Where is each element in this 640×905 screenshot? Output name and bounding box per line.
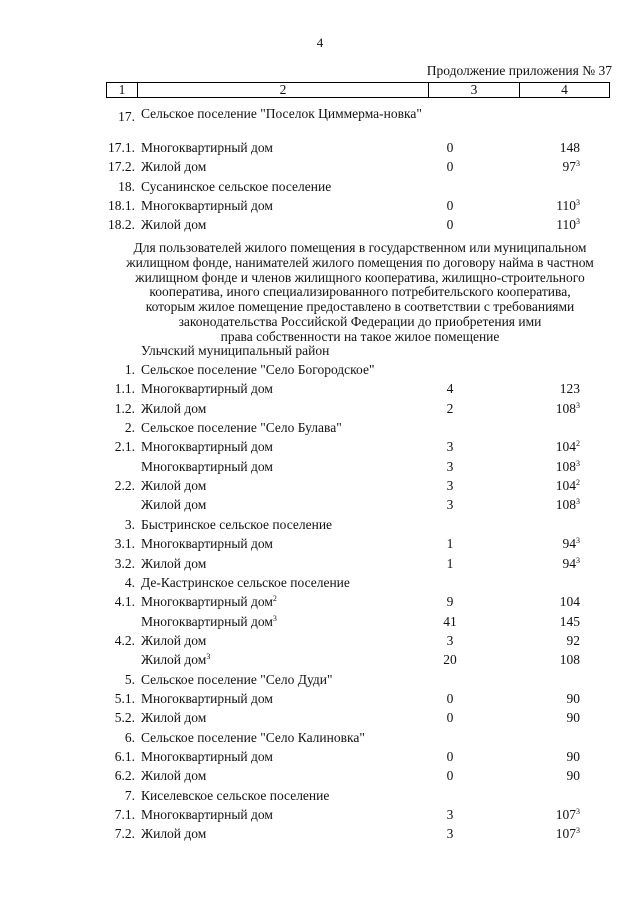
row-number: 1.1. (114, 381, 135, 396)
paragraph-line: жилищном фонде и членов жилищного кооператива, жилищно-строительного (135, 269, 585, 285)
row-value-col4: 90 (566, 710, 580, 725)
table-row (0, 215, 640, 234)
row-value-col4: 92 (566, 633, 580, 648)
table-row (0, 554, 640, 573)
row-number: 3.2. (114, 556, 135, 571)
row-name: Жилой дом (141, 217, 207, 232)
paragraph-line: кооператива, иного специализированного потребительского кооператива, (149, 284, 571, 300)
row-value-col3: 0 (446, 691, 454, 706)
row-number: 4. (124, 575, 135, 590)
row-value-col3: 3 (446, 807, 454, 822)
row-value-col4: 108 (559, 652, 580, 667)
district-row (0, 341, 640, 360)
table-row (0, 196, 640, 215)
row-value-col3: 3 (446, 497, 454, 512)
row-name: Многоквартирный дом (141, 439, 273, 454)
row-value-col3: 0 (446, 749, 454, 764)
footnote-mark: 3 (576, 159, 580, 168)
footnote-mark: 2 (272, 594, 277, 603)
row-number: 5. (124, 672, 135, 687)
row-name: Киселевское сельское поселение (141, 788, 330, 803)
row-name: Жилой дом (141, 710, 207, 725)
footnote-mark: 3 (576, 401, 580, 410)
row-value-col3: 20 (443, 652, 457, 667)
row-name: Жилой дом$^3$ (141, 652, 211, 667)
row-name: Сельское поселение "Село Богородское" (141, 362, 375, 377)
row-value-col4: $107^3$ (555, 807, 580, 822)
row-name: Многоквартирный дом (141, 749, 273, 764)
row-number: 6.2. (114, 768, 135, 783)
table-row (0, 747, 640, 766)
row-value-col4: $104^2$ (555, 478, 580, 493)
footnote-mark: 3 (576, 198, 580, 207)
row-name: Сельское поселение "Село Дуди" (141, 672, 333, 687)
row-value-col3: 0 (446, 217, 454, 232)
row-number: 3.1. (114, 536, 135, 551)
row-name: Многоквартирный дом (141, 691, 273, 706)
row-number: 5.1. (114, 691, 135, 706)
row-name: Многоквартирный дом (141, 807, 273, 822)
column-number-4: 4 (520, 83, 610, 98)
section-row (0, 573, 640, 592)
row-value-col3: 1 (446, 536, 454, 551)
row-value-col3: 1 (446, 556, 454, 571)
row-name: Жилой дом (141, 401, 207, 416)
row-value-col3: 0 (446, 140, 454, 155)
row-name: Многоквартирный дом (141, 198, 273, 213)
footnote-mark: 3 (576, 459, 580, 468)
appendix-continuation: Продолжение приложения № 37 (426, 63, 612, 78)
paragraph-line: Для пользователей жилого помещения в государственном или муниципальном (133, 240, 587, 255)
row-value-col3: 9 (446, 594, 454, 609)
district-name: Ульчский муниципальный район (141, 343, 330, 358)
row-value-col3: 3 (446, 826, 454, 841)
section-row (0, 786, 640, 805)
row-number: 18. (118, 179, 135, 194)
footnote-mark: 3 (576, 826, 580, 835)
row-value-col4: 104 (559, 594, 580, 609)
table-row (0, 379, 640, 398)
row-value-col3: 4 (446, 381, 454, 396)
section-row (0, 728, 640, 747)
row-value-col4: $108^3$ (555, 497, 580, 512)
row-value-col4: $110^3$ (556, 217, 580, 232)
row-value-col4: $104^2$ (555, 439, 580, 454)
row-number: 4.1. (114, 594, 135, 609)
table-row (0, 534, 640, 553)
column-number-2: 2 (138, 83, 429, 98)
row-number: 4.2. (114, 633, 135, 648)
table-row (0, 437, 640, 456)
row-number: 2.1. (114, 439, 135, 454)
row-name: Де-Кастринское сельское поселение (141, 575, 350, 590)
row-value-col4: $110^3$ (556, 198, 580, 213)
row-name: Многоквартирный дом (141, 459, 273, 474)
row-value-col3: 0 (446, 768, 454, 783)
row-name: Быстринское сельское поселение (141, 517, 333, 532)
row-number: 7. (124, 788, 135, 803)
row-value-col3: 0 (446, 710, 454, 725)
table-row (0, 631, 640, 650)
row-number: 7.1. (114, 807, 135, 822)
row-name: Сусанинское сельское поселение (141, 179, 332, 194)
row-name: Многоквартирный дом (141, 381, 273, 396)
row-number: 1.2. (114, 401, 135, 416)
table-row (0, 495, 640, 514)
footnote-mark: 2 (576, 478, 580, 487)
paragraph-line: жилищном фонде, нанимателей жилого помещения по договору найма в частном (126, 254, 594, 270)
row-number: 17.2. (108, 159, 135, 174)
row-number: 18.1. (108, 198, 135, 213)
section-row (0, 107, 640, 126)
row-value-col4: $94^3$ (562, 556, 580, 571)
row-number: 1. (124, 362, 135, 377)
footnote-mark: 3 (576, 556, 580, 565)
column-number-1: 1 (107, 83, 138, 98)
row-number: 17.1. (108, 140, 135, 155)
row-value-col4: 148 (559, 140, 580, 155)
row-value-col3: 0 (446, 198, 454, 213)
table-row (0, 476, 640, 495)
row-number: 6.1. (114, 749, 135, 764)
row-value-col4: $107^3$ (555, 826, 580, 841)
row-name: Жилой дом (141, 497, 207, 512)
section-row (0, 670, 640, 689)
row-value-col4: 145 (559, 614, 580, 629)
row-value-col4: 90 (566, 768, 580, 783)
row-name: Многоквартирный дом (141, 140, 273, 155)
row-value-col3: 0 (446, 159, 454, 174)
row-value-col3: 3 (446, 439, 454, 454)
row-name: Жилой дом (141, 556, 207, 571)
row-value-col4: $97^3$ (562, 159, 580, 174)
row-name: Многоквартирный дом$^3$ (141, 614, 277, 629)
row-number: 3. (124, 517, 135, 532)
row-name: Сельское поселение "Поселок Циммерма-новка" (141, 106, 422, 121)
row-number: 5.2. (114, 710, 135, 725)
page-number: 4 (316, 35, 324, 50)
row-name: Сельское поселение "Село Булава" (141, 420, 342, 435)
row-value-col4: 90 (566, 749, 580, 764)
row-number: 17. (118, 109, 135, 124)
table-row (0, 592, 640, 611)
row-name: Жилой дом (141, 159, 207, 174)
column-number-3: 3 (429, 83, 520, 98)
paragraph-line: которым жилое помещение предоставлено в соответствии с требованиями (145, 299, 575, 315)
row-name: Жилой дом (141, 478, 207, 493)
row-value-col4: $94^3$ (562, 536, 580, 551)
row-value-col3: 3 (446, 633, 454, 648)
table-row (0, 138, 640, 157)
paragraph-line: права собственности на такое жилое помещение (220, 328, 500, 344)
row-value-col3: 41 (443, 614, 457, 629)
table-row (0, 824, 640, 843)
row-value-col4: 123 (559, 381, 580, 396)
row-value-col4: $108^3$ (555, 459, 580, 474)
row-name: Жилой дом (141, 633, 207, 648)
row-name: Многоквартирный дом$^2$ (141, 594, 277, 609)
footnote-mark: 3 (272, 614, 277, 623)
section-row (0, 177, 640, 196)
row-value-col4: 90 (566, 691, 580, 706)
row-name: Сельское поселение "Село Калиновка" (141, 730, 365, 745)
row-name: Многоквартирный дом (141, 536, 273, 551)
table-row (0, 766, 640, 785)
row-name: Жилой дом (141, 768, 207, 783)
footnote-mark: 3 (576, 807, 580, 816)
footnote-mark: 3 (206, 652, 211, 661)
footnote-mark: 3 (576, 217, 580, 226)
row-number: 18.2. (108, 217, 135, 232)
table-row (0, 708, 640, 727)
row-value-col4: $108^3$ (555, 401, 580, 416)
paragraph-line: законодательства Российской Федерации до приобретения ими (178, 313, 542, 329)
table-row (0, 157, 640, 176)
footnote-mark: 3 (576, 536, 580, 545)
row-number: 2. (124, 420, 135, 435)
table-row (0, 612, 640, 631)
table-row (0, 399, 640, 418)
table-row (0, 457, 640, 476)
table-row (0, 689, 640, 708)
section-row (0, 418, 640, 437)
row-number: 7.2. (114, 826, 135, 841)
row-value-col3: 3 (446, 478, 454, 493)
table-row (0, 805, 640, 824)
row-value-col3: 2 (446, 401, 454, 416)
footnote-mark: 3 (576, 497, 580, 506)
section-row (0, 360, 640, 379)
row-number: 6. (124, 730, 135, 745)
row-number: 2.2. (114, 478, 135, 493)
row-name: Жилой дом (141, 826, 207, 841)
footnote-mark: 2 (576, 439, 580, 448)
table-row (0, 650, 640, 669)
section-row (0, 515, 640, 534)
row-value-col3: 3 (446, 459, 454, 474)
